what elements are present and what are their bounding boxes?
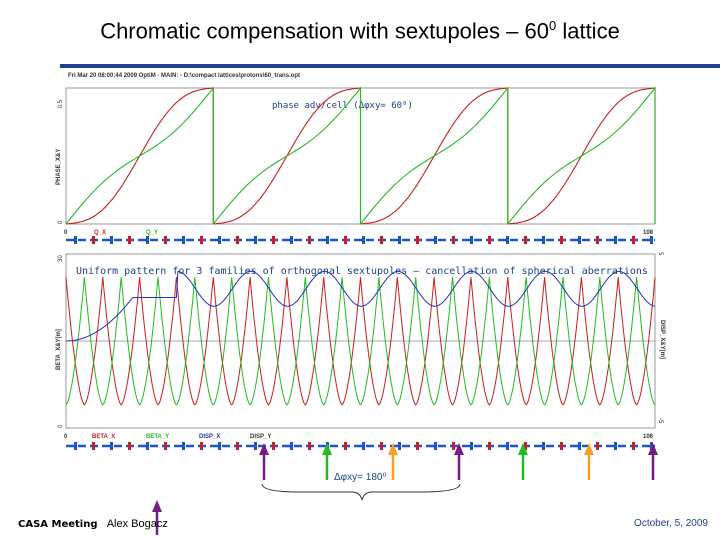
- top-lattice-strip-magnet: [272, 236, 275, 244]
- bottom-y2label: DISP_X&Y[m]: [659, 320, 665, 360]
- bottom-lattice-strip-magnet: [470, 442, 473, 450]
- bottom-lattice-strip-magnet: [272, 442, 275, 450]
- legend-qx: Q_X: [94, 230, 107, 236]
- bottom-y2tick-min: -5: [657, 418, 663, 424]
- top-lattice-strip-magnet: [578, 236, 581, 244]
- top-lattice-strip-magnet: [92, 236, 95, 244]
- top-xtick-max: 108: [643, 230, 654, 236]
- bottom-lattice-strip-magnet: [254, 442, 257, 450]
- bottom-ytick-min: 0: [58, 424, 64, 428]
- bottom-xtick-min: 0: [64, 434, 68, 440]
- footer-arrow-head: [152, 500, 162, 512]
- top-lattice-strip-magnet: [326, 236, 329, 244]
- bottom-lattice-strip-magnet: [290, 442, 293, 450]
- top-lattice-strip-magnet: [200, 236, 203, 244]
- top-xtick-min: 0: [64, 230, 68, 236]
- bottom-lattice-strip-magnet: [560, 442, 563, 450]
- bottom-ylabel: BETA_X&Y[m]: [56, 329, 62, 370]
- bottom-lattice-strip-magnet: [182, 442, 185, 450]
- bottom-lattice-strip-magnet: [146, 442, 149, 450]
- bottom-lattice-strip-magnet: [542, 442, 545, 450]
- top-lattice-strip-magnet: [362, 236, 365, 244]
- top-lattice-strip-magnet: [650, 236, 653, 244]
- bottom-lattice-strip-magnet: [362, 442, 365, 450]
- footer-author: Alex Bogacz: [106, 518, 168, 530]
- top-lattice-strip-magnet: [434, 236, 437, 244]
- bottom-lattice-strip-magnet: [236, 442, 239, 450]
- bottom-lattice-strip-magnet: [200, 442, 203, 450]
- footer-meeting: CASA Meeting: [18, 519, 98, 530]
- bottom-lattice-strip-magnet: [218, 442, 221, 450]
- top-lattice-strip-magnet: [164, 236, 167, 244]
- bottom-lattice-strip-magnet: [416, 442, 419, 450]
- footer-left: [18, 518, 168, 530]
- bottom-annotation: Uniform pattern for 3 families of orthogonal sextupoles – cancellation of spherical aberrations: [76, 266, 648, 277]
- top-lattice-strip-magnet: [182, 236, 185, 244]
- title-tail: lattice: [556, 18, 620, 44]
- top-lattice-strip-magnet: [236, 236, 239, 244]
- legend-disp-y: DISP_Y: [250, 434, 272, 440]
- bottom-lattice-strip-magnet: [380, 442, 383, 450]
- series-q-y: [66, 88, 655, 224]
- top-annotation: phase adv/cell (Δφxy= 60⁰): [272, 101, 413, 111]
- bottom-lattice-strip-magnet: [578, 442, 581, 450]
- top-lattice-strip-magnet: [506, 236, 509, 244]
- bottom-lattice-strip-magnet: [308, 442, 311, 450]
- top-lattice-strip-magnet: [110, 236, 113, 244]
- top-ytick-max: 0.5: [58, 100, 64, 109]
- bottom-ytick-max: 30: [58, 255, 64, 262]
- top-lattice-strip-magnet: [398, 236, 401, 244]
- bottom-lattice-strip-magnet: [596, 442, 599, 450]
- bottom-y2tick-max: 5: [657, 252, 663, 256]
- top-lattice-strip-magnet: [542, 236, 545, 244]
- bottom-lattice-strip-magnet: [74, 442, 77, 450]
- bottom-lattice-strip-magnet: [614, 442, 617, 450]
- top-lattice-strip-magnet: [380, 236, 383, 244]
- top-lattice-strip-magnet: [614, 236, 617, 244]
- top-lattice-strip-magnet: [470, 236, 473, 244]
- top-lattice-strip-magnet: [128, 236, 131, 244]
- top-lattice-strip-magnet: [344, 236, 347, 244]
- top-lattice-strip-magnet: [632, 236, 635, 244]
- bottom-lattice-strip-magnet: [434, 442, 437, 450]
- bottom-lattice-strip-magnet: [110, 442, 113, 450]
- top-lattice-strip-magnet: [74, 236, 77, 244]
- bottom-lattice-strip-magnet: [452, 442, 455, 450]
- top-lattice-strip-magnet: [218, 236, 221, 244]
- top-plot-header: Fri Mar 20 08:00:44 2009 OptiM - MAIN: - D:\compact lattices\protons\60_trans.opt: [68, 73, 301, 79]
- top-lattice-strip-magnet: [254, 236, 257, 244]
- top-lattice-strip-magnet: [416, 236, 419, 244]
- bottom-lattice-strip-magnet: [506, 442, 509, 450]
- title-text: Chromatic compensation with sextupoles – 60: [100, 18, 549, 44]
- legend-beta-x: BETA_X: [92, 434, 116, 440]
- bottom-lattice-strip-magnet: [128, 442, 131, 450]
- top-lattice-strip-magnet: [290, 236, 293, 244]
- bottom-xtick-max: 106: [643, 434, 654, 440]
- bottom-lattice-strip-magnet: [164, 442, 167, 450]
- top-lattice-strip-magnet: [452, 236, 455, 244]
- title-superscript: 0: [548, 18, 557, 33]
- legend-beta-y: BETA_Y: [146, 434, 170, 440]
- bottom-lattice-strip-magnet: [488, 442, 491, 450]
- bottom-lattice-strip-magnet: [344, 442, 347, 450]
- top-ylabel: PHASE_X&Y: [56, 148, 62, 185]
- phase-advance-label: Δφxy= 180⁰: [334, 472, 387, 483]
- top-lattice-strip-magnet: [146, 236, 149, 244]
- top-lattice-strip-magnet: [488, 236, 491, 244]
- bottom-lattice-strip-magnet: [632, 442, 635, 450]
- bottom-lattice-strip-magnet: [398, 442, 401, 450]
- footer-date: October, 5, 2009: [634, 518, 708, 529]
- top-lattice-strip-magnet: [596, 236, 599, 244]
- top-lattice-strip-magnet: [524, 236, 527, 244]
- top-ytick-min: 0: [58, 220, 64, 224]
- phase-brace: [262, 484, 460, 500]
- bottom-lattice-strip-magnet: [92, 442, 95, 450]
- legend-qy: Q_Y: [146, 230, 159, 236]
- top-lattice-strip-magnet: [560, 236, 563, 244]
- top-lattice-strip-magnet: [308, 236, 311, 244]
- legend-disp-x: DISP_X: [199, 434, 221, 440]
